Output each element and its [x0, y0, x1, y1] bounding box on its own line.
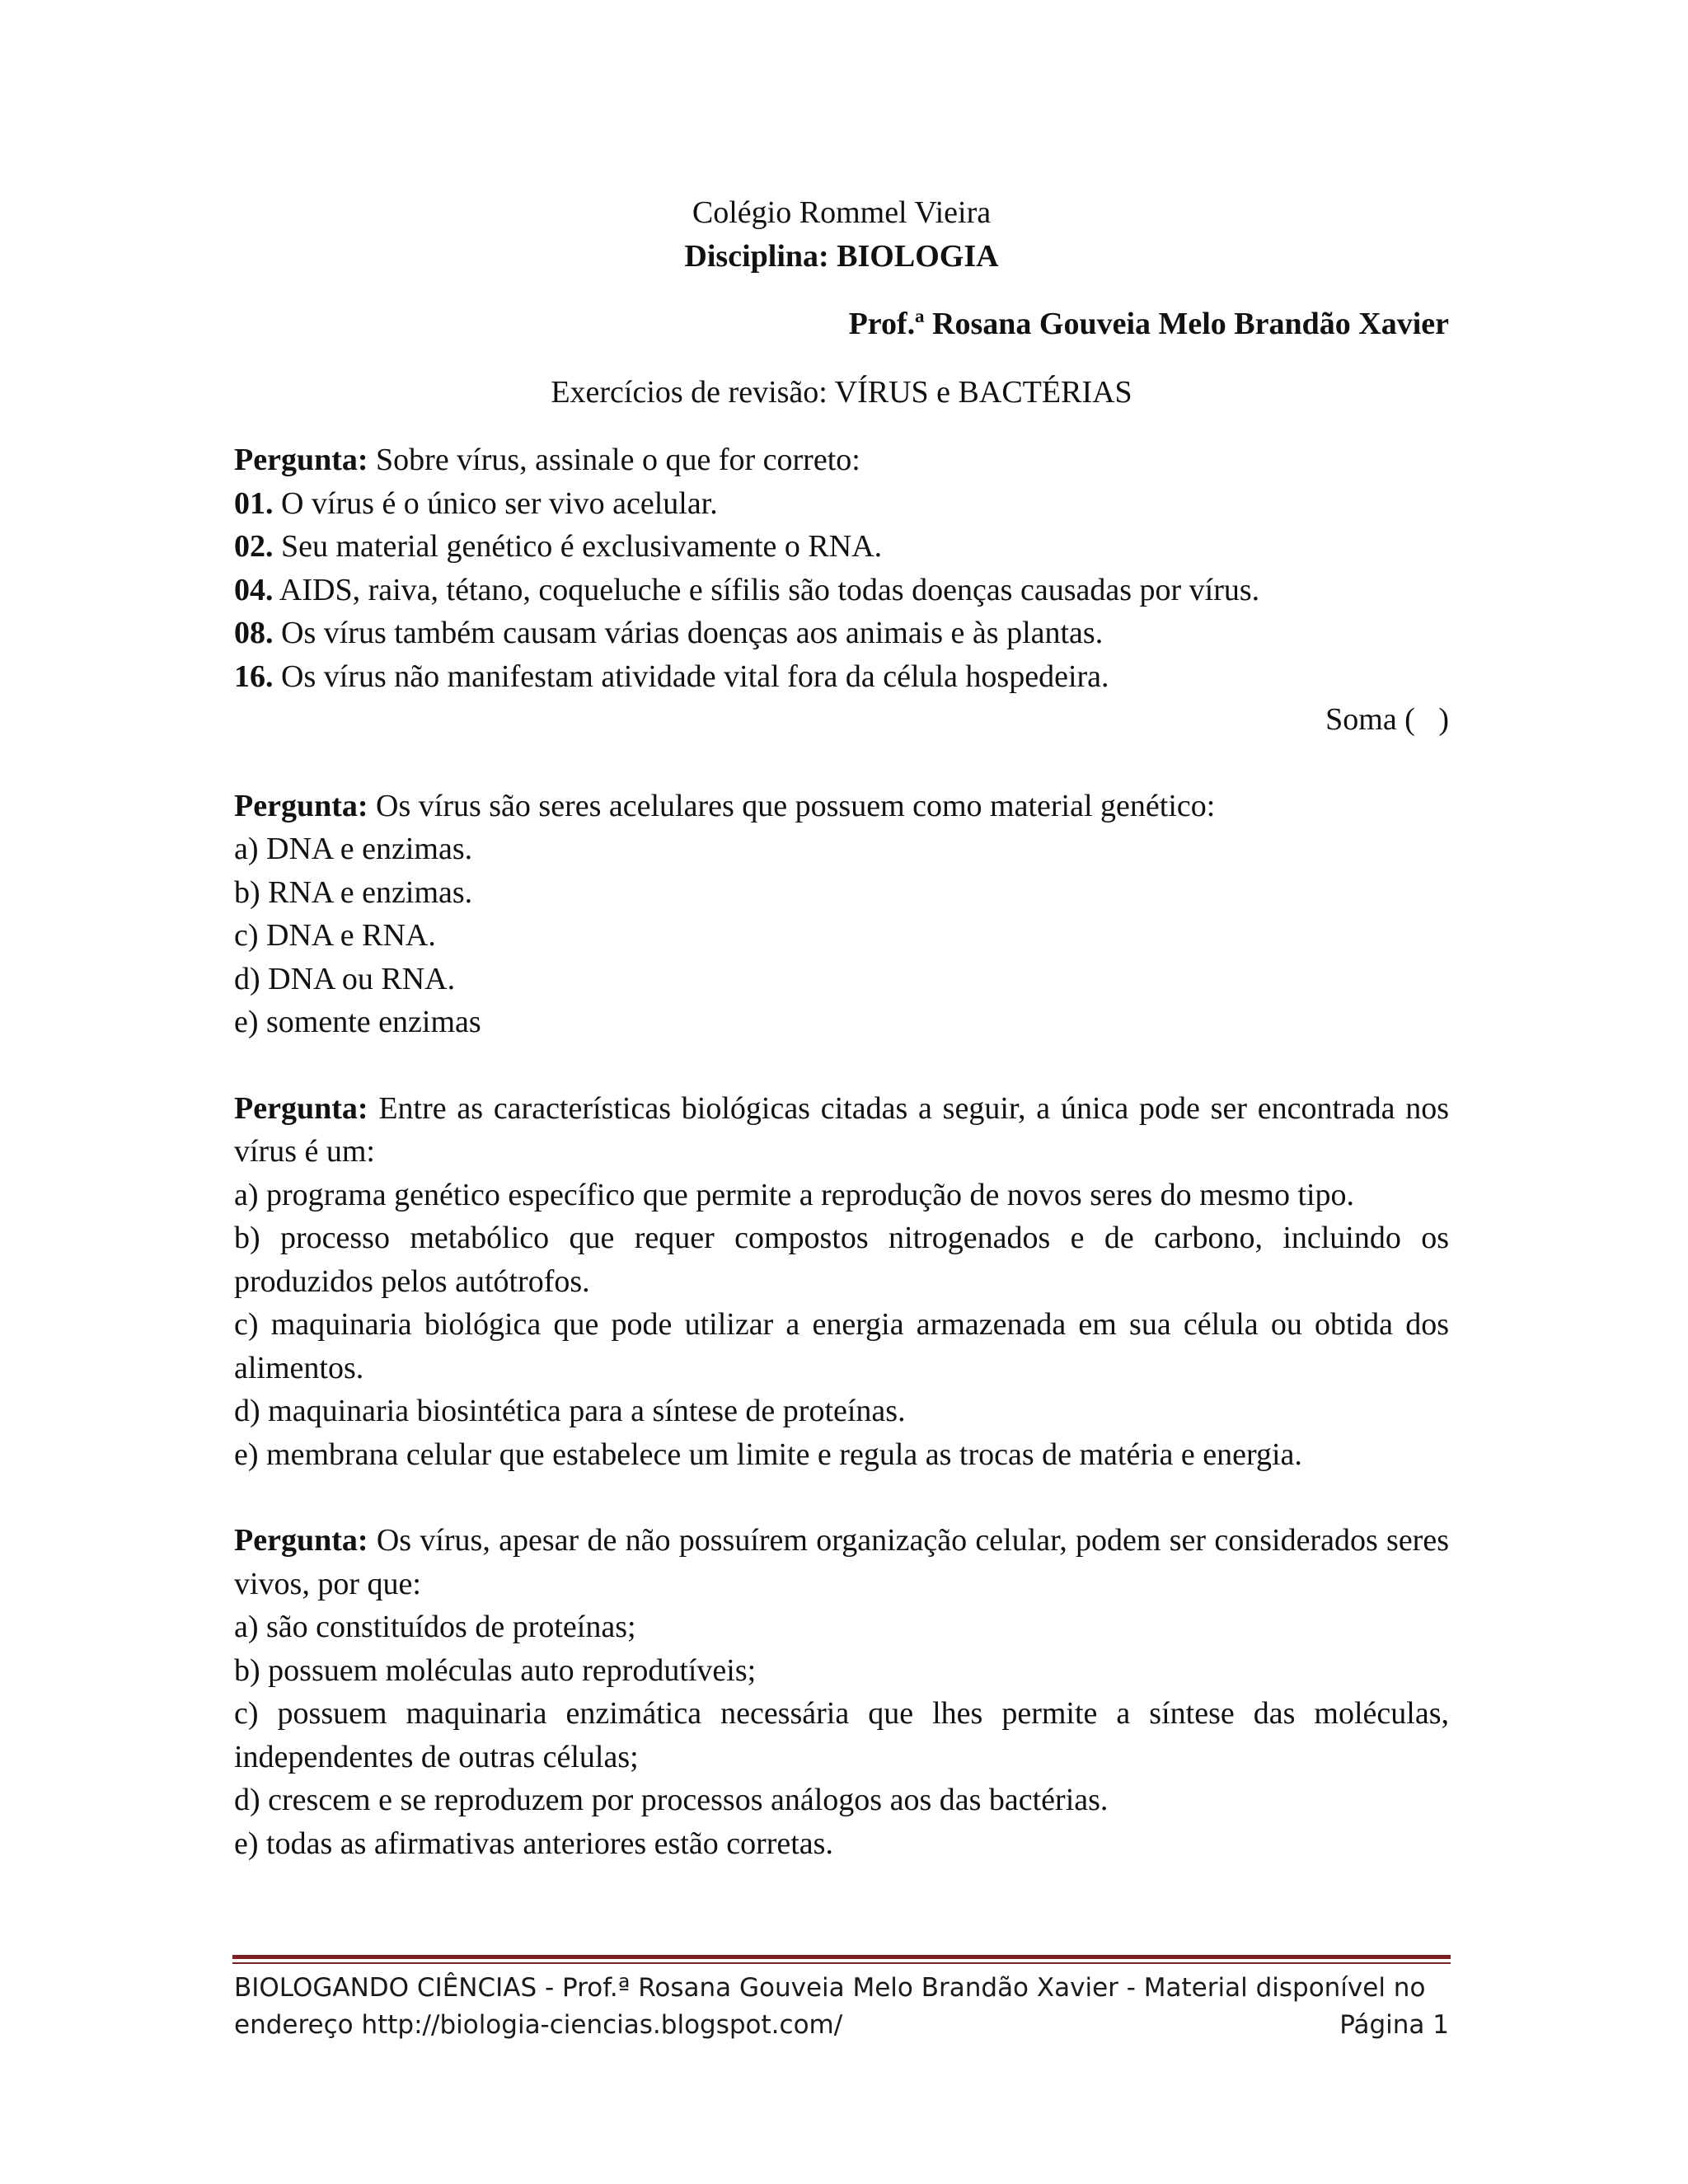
question-text: Sobre vírus, assinale o que for correto: [376, 443, 860, 477]
statement-text: AIDS, raiva, tétano, coqueluche e sífilis são todas doenças causadas por vírus. [279, 572, 1260, 607]
question-stem [234, 438, 1449, 482]
question-2 [234, 785, 1449, 1044]
question-label: Pergunta: [234, 1090, 368, 1126]
option-a: a) são constituídos de proteínas; [234, 1610, 636, 1644]
statement-08 [234, 612, 1449, 655]
question-stem [234, 1519, 1449, 1605]
school-name: Colégio Rommel Vieira [692, 195, 992, 230]
statement-number: 16. [234, 658, 274, 694]
footer-divider [232, 1955, 1451, 1959]
footer-address: endereço http://biologia-ciencias.blogspot.com/ [234, 2010, 843, 2040]
footer-credit: BIOLOGANDO CIÊNCIAS - Prof.ª Rosana Gouveia Melo Brandão Xavier - Material disponível no [234, 1973, 1426, 2003]
option-d: d) crescem e se reproduzem por processos análogos aos das bactérias. [234, 1783, 1109, 1817]
teacher-name: Prof.ª Rosana Gouveia Melo Brandão Xavier [848, 307, 1449, 341]
statement-16 [234, 655, 1449, 699]
option-c: c) DNA e RNA. [234, 918, 436, 953]
statement-02 [234, 525, 1449, 569]
statement-text: Seu material genético é exclusivamente o RNA. [281, 529, 883, 564]
statement-text: Os vírus também causam várias doenças aos animais e às plantas. [281, 616, 1104, 650]
worksheet-title: Exercícios de revisão: VÍRUS e BACTÉRIAS [551, 374, 1132, 410]
option-e: e) somente enzimas [234, 1005, 481, 1039]
page-footer [234, 1970, 1449, 2044]
statement-01 [234, 482, 1449, 526]
question-label: Pergunta: [234, 443, 368, 477]
question-stem [234, 1087, 1449, 1174]
statement-04 [234, 569, 1449, 612]
question-text: Os vírus são seres acelulares que possuem como material genético: [376, 788, 1216, 823]
statement-number: 01. [234, 485, 274, 521]
footer-row [234, 2007, 1449, 2044]
footer-divider-thin [232, 1962, 1451, 1964]
statement-number: 08. [234, 616, 274, 650]
option-b: b) RNA e enzimas. [234, 874, 473, 910]
option-d: d) DNA ou RNA. [234, 961, 456, 996]
question-label: Pergunta: [234, 788, 368, 823]
statement-text: Os vírus não manifestam atividade vital fora da célula hospedeira. [281, 658, 1109, 694]
option-c: c) maquinaria biológica que pode utilizar a energia armazenada em sua célula ou obtida dos alimentos. [234, 1307, 1449, 1385]
question-3 [234, 1087, 1449, 1477]
question-4 [234, 1519, 1449, 1865]
document-body [234, 191, 1449, 1865]
question-label: Pergunta: [234, 1523, 368, 1558]
option-b: b) processo metabólico que requer compostos nitrogenados e de carbono, incluindo os produzidos pelos autótrofos. [234, 1221, 1449, 1299]
question-text: Os vírus, apesar de não possuírem organização celular, podem ser considerados seres vivos, por que: [234, 1523, 1449, 1601]
option-a: a) DNA e enzimas. [234, 832, 473, 866]
option-d: d) maquinaria biosintética para a síntese de proteínas. [234, 1394, 906, 1428]
question-1 [234, 438, 1449, 742]
option-c: c) possuem maquinaria enzimática necessária que lhes permite a síntese das moléculas, independentes de outras células; [234, 1696, 1449, 1774]
option-a: a) programa genético específico que permite a reprodução de novos seres do mesmo tipo. [234, 1177, 1355, 1212]
question-stem [234, 785, 1449, 828]
statement-number: 04. [234, 572, 274, 607]
page-number: Página 1 [1339, 2010, 1449, 2040]
question-text: Entre as características biológicas citadas a seguir, a única pode ser encontrada nos vírus é um: [234, 1090, 1449, 1169]
option-b: b) possuem moléculas auto reprodutíveis; [234, 1652, 757, 1688]
statement-text: O vírus é o único ser vivo acelular. [281, 485, 718, 521]
discipline: Disciplina: BIOLOGIA [684, 238, 999, 274]
option-e: e) todas as afirmativas anteriores estão corretas. [234, 1825, 833, 1861]
sum-field: Soma ( ) [1325, 702, 1449, 737]
statement-number: 02. [234, 529, 274, 564]
option-e: e) membrana celular que estabelece um limite e regula as trocas de matéria e energia. [234, 1436, 1302, 1472]
